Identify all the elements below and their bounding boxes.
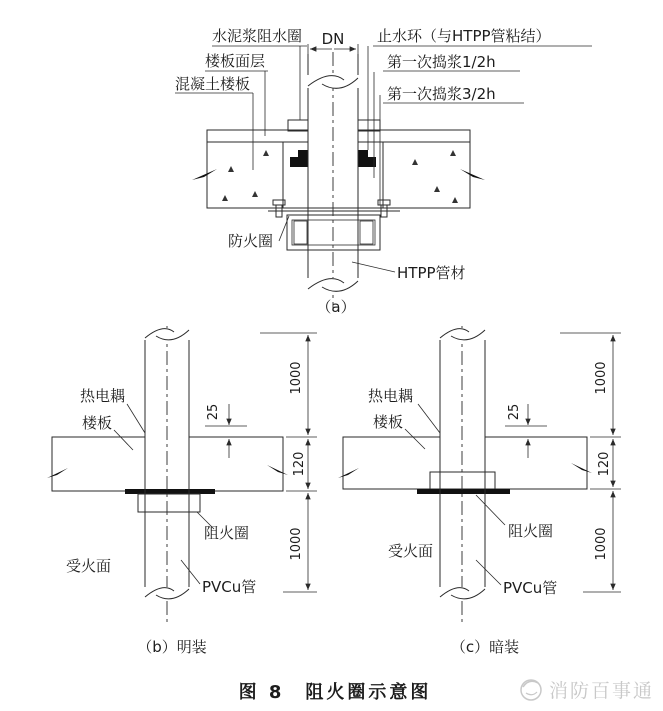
cement-ring-raised-right (358, 120, 380, 131)
dim-120-b: 120 (292, 451, 307, 477)
slab-b-right (189, 437, 283, 491)
watermark (521, 680, 654, 702)
caption-c: （c）暗装 (450, 638, 520, 656)
collar-flange-b (125, 489, 215, 494)
floor-finish-label: 楼板面层 (205, 52, 266, 70)
break-mark-b-right (267, 465, 288, 475)
pipe-label-c: PVCu管 (503, 579, 558, 597)
dim-1000-top-b: 1000 (289, 361, 304, 395)
diagram-a (175, 27, 592, 316)
concrete-slab-left (207, 142, 283, 208)
cement-ring-label: 水泥浆阻水圈 (212, 27, 303, 45)
slab-b-left (52, 437, 145, 491)
break-mark-right (460, 169, 485, 180)
slab-label-b: 楼板 (82, 414, 113, 432)
pipe-leader-c (476, 560, 501, 585)
pipe-label-b: PVCu管 (202, 578, 257, 596)
break-mark-left (192, 169, 217, 180)
thermocouple-leader-b (127, 404, 145, 433)
dim-25-b: 25 (206, 403, 221, 421)
dim-1000-top-c: 1000 (594, 361, 609, 395)
collar-flange-c (417, 489, 510, 494)
fire-side-label-c: 受火面 (388, 542, 434, 560)
grout-first-label: 第一次捣浆1/2h (387, 53, 496, 71)
pipe-leader-b (181, 560, 200, 584)
slab-leader-c (405, 429, 425, 449)
pipe-b (144, 326, 190, 624)
water-stop-label: 止水环（与HTPP管粘结） (377, 27, 551, 45)
dim-1000-bottom-c: 1000 (594, 527, 609, 561)
thermocouple-leader-c (418, 404, 440, 433)
thermocouple-label-b: 热电耦 (80, 387, 126, 405)
figure-caption: 图 8 阻火圈示意图 (238, 682, 432, 703)
aggregate-marks (222, 150, 458, 203)
break-mark-c-left (338, 468, 359, 478)
pipe-c (439, 326, 486, 624)
dimensions-c (505, 333, 621, 592)
fire-collar-a (287, 215, 380, 250)
grout-second-label: 第一次捣浆3/2h (387, 85, 496, 103)
leader-drops (253, 46, 380, 205)
break-mark-b-left (47, 468, 68, 478)
fire-collar-label-a: 防火圈 (228, 232, 274, 250)
diagram-b (47, 326, 317, 656)
diagram-c (338, 326, 621, 656)
dim-1000-bottom-b: 1000 (289, 527, 304, 561)
concrete-slab-right (383, 142, 470, 208)
slab-c-left (343, 437, 440, 489)
concrete-slab-label: 混凝土楼板 (175, 75, 251, 93)
thermocouple-label-c: 热电耦 (368, 387, 414, 405)
fire-collar-label-b: 阻火圈 (204, 524, 250, 542)
slab-c-right (485, 437, 587, 489)
dim-120-c: 120 (597, 451, 612, 477)
fire-collar-b (138, 494, 200, 512)
fire-side-label-b: 受火面 (66, 557, 112, 575)
caption-a: （a） (316, 298, 356, 316)
slab-leader-b (114, 430, 133, 450)
dim-25-c: 25 (507, 403, 522, 421)
break-mark-c-right (571, 463, 592, 473)
cement-ring-raised-left (288, 120, 308, 131)
pipe-label-a: HTPP管材 (397, 264, 466, 282)
fire-collar-label-c: 阻火圈 (508, 522, 554, 540)
fire-collar-leader-c (476, 495, 505, 525)
caption-b: （b）明装 (137, 638, 207, 656)
dn-dimension (308, 30, 358, 54)
floor-finish-band-right (358, 130, 470, 142)
floor-finish-band-left (207, 130, 308, 142)
dimensions-b (205, 333, 317, 592)
watermark-text: 消防百事通 (549, 680, 655, 702)
slab-label-c: 楼板 (373, 413, 404, 431)
watermark-logo-icon (521, 680, 541, 700)
pipe-a (307, 52, 359, 310)
dn-label: DN (321, 30, 345, 48)
